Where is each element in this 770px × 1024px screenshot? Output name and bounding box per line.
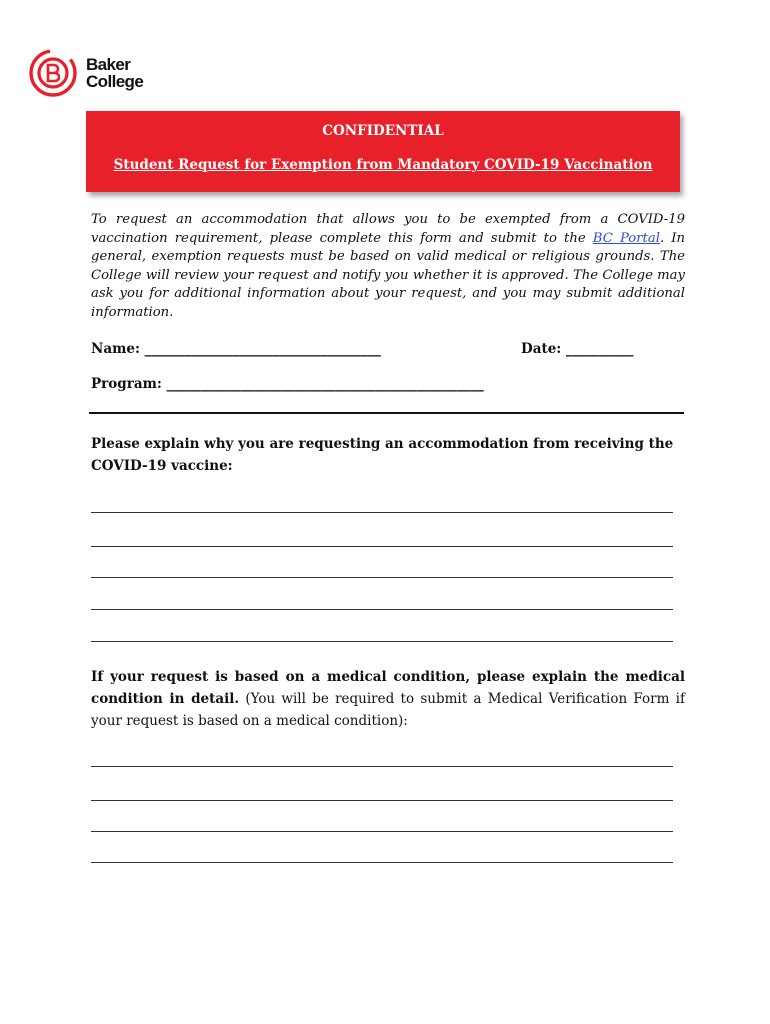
name-field[interactable]: Name: ___________________________________: [91, 341, 381, 357]
date-field[interactable]: Date: __________: [521, 341, 634, 357]
answer-line[interactable]: [91, 641, 673, 642]
section-divider: [89, 412, 684, 414]
answer-line[interactable]: [91, 546, 673, 547]
answer-line[interactable]: [91, 512, 673, 513]
answer-line[interactable]: [91, 862, 673, 863]
answer-line[interactable]: [91, 577, 673, 578]
baker-college-emblem-icon: [26, 46, 80, 100]
answer-line[interactable]: [91, 766, 673, 767]
intro-text-1: To request an accommodation that allows you to be exempted from a COVID-19 vaccination requirement, please complete this form and submit to the: [91, 212, 685, 246]
logo-line-2: College: [86, 72, 144, 91]
banner-title: CONFIDENTIAL: [322, 123, 444, 139]
logo-line-1: Baker: [86, 55, 131, 74]
question-medical-bold: If your request is based on a medical condition, please explain the medical condition in detail.: [91, 669, 685, 707]
answer-line[interactable]: [91, 800, 673, 801]
program-field[interactable]: Program: _______________________________________________: [91, 376, 484, 392]
answer-line[interactable]: [91, 831, 673, 832]
header-banner: [86, 111, 680, 192]
question-reason: [91, 433, 685, 477]
intro-text-2: . In general, exemption requests must be based on valid medical or religious grounds. The College will review your request and notify you whether it is approved. The College may ask you for additional information about your request, and you may submit additional information.: [91, 230, 685, 320]
question-reason-text: Please explain why you are requesting an accommodation from receiving the COVID-19 vaccine:: [91, 436, 674, 474]
intro-paragraph: [91, 211, 685, 323]
logo-wordmark: [86, 56, 143, 90]
baker-college-logo: [26, 46, 143, 100]
question-medical-note: (You will be required to submit a Medical Verification Form if your request is based on a medical condition):: [91, 691, 685, 729]
banner-subtitle: Student Request for Exemption from Mandatory COVID-19 Vaccination: [113, 157, 653, 173]
answer-line[interactable]: [91, 609, 673, 610]
bc-portal-link[interactable]: BC Portal: [592, 230, 660, 246]
question-medical: [91, 666, 685, 732]
